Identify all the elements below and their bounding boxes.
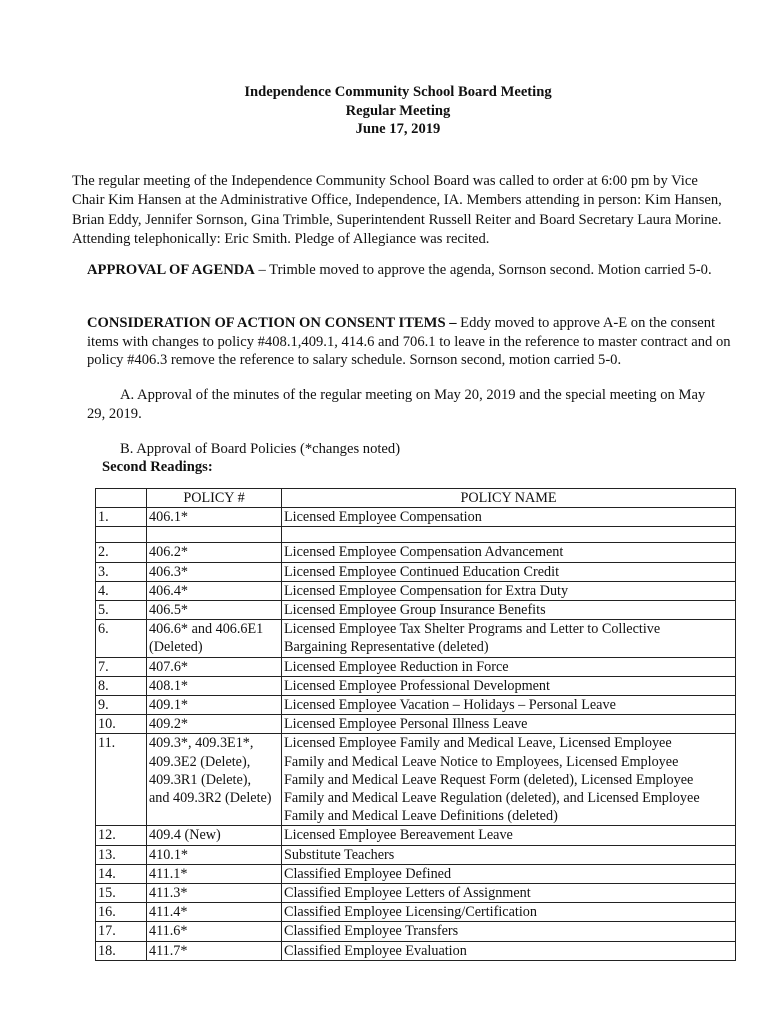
table-row [96, 903, 736, 922]
second-readings-heading: Second Readings: [102, 459, 213, 475]
table-row [96, 696, 736, 715]
policy-number-line: 411.3* [149, 885, 188, 902]
agenda-text: – Trimble moved to approve the agenda, Sornson second. Motion carried 5-0. [254, 262, 712, 278]
policy-name-line: Licensed Employee Reduction in Force [284, 658, 509, 675]
policy-number-cell [147, 903, 282, 922]
policy-number-cell [147, 715, 282, 734]
policy-number-line: 409.1* [149, 697, 189, 714]
agenda-heading: APPROVAL OF AGENDA [87, 262, 255, 278]
row-number-cell: 16. [96, 903, 147, 922]
policy-name-line: Licensed Employee Compensation Advancement [284, 544, 564, 561]
row-number-cell: 3. [96, 562, 147, 581]
policy-name-cell [282, 922, 736, 941]
policy-name-line: Licensed Employee Tax Shelter Programs and Letter to Collective [284, 621, 661, 638]
consent-text: Eddy moved to approve A-E on the consent items with changes to policy #408.1,409.1, 414.6 and 706.1 to leave in the reference to master contract and on policy #406.3 remove the reference to salary schedule. Sornson second, motion carried 5-0. [87, 315, 731, 369]
policy-name-line: Licensed Employee Personal Illness Leave [284, 716, 528, 733]
table-row [96, 543, 736, 562]
row-number-cell: 9. [96, 696, 147, 715]
policy-name-line: Licensed Employee Bereavement Leave [284, 827, 513, 844]
policy-table-body [96, 508, 736, 961]
policy-name-line: Licensed Employee Professional Development [284, 677, 550, 694]
policy-name-cell [282, 734, 736, 826]
intro-paragraph: The regular meeting of the Independence Community School Board was called to order at 6:00 pm by Vice Chair Kim Hansen at the Administrative Office, Independence, IA. Members attending in person: Kim Hansen, Brian Eddy, Jennifer Sornson, Gina Trimble, Superintendent Russell Reiter and Board Secretary Laura Morine. Attending telephonically: Eric Smith. Pledge of Allegiance was recited. [72, 173, 722, 248]
policy-number-cell [147, 922, 282, 941]
policy-number-cell [147, 581, 282, 600]
column-header-number [96, 489, 147, 508]
policy-name-line: Family and Medical Leave Regulation (deleted), and Licensed Employee [284, 790, 700, 807]
policy-name-line: Family and Medical Leave Request Form (deleted), Licensed Employee [284, 771, 694, 788]
policy-number-cell [147, 601, 282, 620]
policy-number-line: 411.6* [149, 923, 188, 940]
policy-number-line: 411.7* [149, 942, 188, 959]
consent-items-paragraph [87, 314, 735, 370]
policy-number-line: 411.4* [149, 904, 188, 921]
policy-number-cell [147, 734, 282, 826]
row-number-cell: 18. [96, 941, 147, 960]
table-row [96, 676, 736, 695]
policy-number-line: 411.1* [149, 865, 188, 882]
consent-item-b: B. Approval of Board Policies (*changes noted) [120, 441, 401, 457]
row-number-cell: 11. [96, 734, 147, 826]
policy-name-line: Classified Employee Defined [284, 865, 452, 882]
policy-number-line: 409.3E2 (Delete), [149, 753, 251, 770]
row-number-cell: 10. [96, 715, 147, 734]
table-row [96, 922, 736, 941]
policy-name-cell [282, 581, 736, 600]
policy-name-line: Classified Employee Letters of Assignment [284, 885, 531, 902]
policy-number-line: 406.4* [149, 582, 189, 599]
policy-name-line: Family and Medical Leave Notice to Employees, Licensed Employee [284, 753, 679, 770]
table-row [96, 601, 736, 620]
policy-number-line: 406.2* [149, 544, 189, 561]
policy-number-line: 409.3R1 (Delete), [149, 771, 252, 788]
policy-name-line: Licensed Employee Compensation [284, 509, 482, 526]
policy-number-cell [147, 562, 282, 581]
empty-cell [282, 527, 736, 543]
policy-name-line: Licensed Employee Vacation – Holidays – Personal Leave [284, 697, 616, 714]
policy-name-cell [282, 562, 736, 581]
policy-number-line: 408.1* [149, 677, 189, 694]
row-number-cell: 15. [96, 884, 147, 903]
policy-number-line: 407.6* [149, 658, 189, 675]
board-meeting-title: Independence Community School Board Meeting [244, 84, 552, 100]
policy-number-cell [147, 845, 282, 864]
policy-number-cell [147, 826, 282, 845]
policy-name-line: Classified Employee Evaluation [284, 942, 467, 959]
consent-heading: CONSIDERATION OF ACTION ON CONSENT ITEMS – [87, 315, 457, 331]
policy-name-cell [282, 543, 736, 562]
meeting-type: Regular Meeting [345, 102, 451, 119]
policy-name-line: Licensed Employee Group Insurance Benefits [284, 602, 546, 619]
policy-name-line: Classified Employee Licensing/Certification [284, 904, 537, 921]
policy-number-line: 409.4 (New) [149, 827, 221, 844]
empty-cell [147, 527, 282, 543]
table-row [96, 562, 736, 581]
policy-number-cell [147, 620, 282, 657]
row-number-cell: 8. [96, 676, 147, 695]
row-number-cell: 17. [96, 922, 147, 941]
row-number-cell: 4. [96, 581, 147, 600]
policy-number-cell [147, 941, 282, 960]
row-number-cell: 14. [96, 864, 147, 883]
meeting-date: June 17, 2019 [355, 121, 441, 138]
table-row [96, 845, 736, 864]
policy-number-line: 406.6* and 406.6E1 [149, 621, 264, 638]
row-number-cell: 7. [96, 657, 147, 676]
table-row [96, 826, 736, 845]
policy-number-cell [147, 884, 282, 903]
policy-number-line: (Deleted) [149, 639, 203, 656]
table-row [96, 620, 736, 657]
policy-number-line: 406.5* [149, 602, 189, 619]
policy-number-cell [147, 508, 282, 527]
policy-name-line: Licensed Employee Compensation for Extra Duty [284, 582, 569, 599]
row-number-cell: 5. [96, 601, 147, 620]
policy-name-cell [282, 826, 736, 845]
document-title-block [0, 83, 770, 139]
policy-name-cell [282, 676, 736, 695]
table-row [96, 941, 736, 960]
policy-number-line: 410.1* [149, 846, 189, 863]
table-row [96, 508, 736, 527]
policy-name-cell [282, 696, 736, 715]
table-row [96, 864, 736, 883]
policy-name-line: Licensed Employee Family and Medical Leave, Licensed Employee [284, 735, 672, 752]
policy-number-cell [147, 676, 282, 695]
row-number-cell: 12. [96, 826, 147, 845]
policy-number-cell [147, 696, 282, 715]
policy-name-line: Licensed Employee Continued Education Credit [284, 563, 560, 580]
policy-number-line: 409.2* [149, 716, 189, 733]
column-header-policy-number: POLICY # [147, 489, 282, 508]
empty-table-row [96, 527, 736, 543]
policy-number-line: 409.3*, 409.3E1*, [149, 735, 254, 752]
policy-name-cell [282, 601, 736, 620]
policy-number-cell [147, 543, 282, 562]
empty-cell [96, 527, 147, 543]
policy-name-line: Substitute Teachers [284, 846, 395, 863]
policy-number-line: 406.3* [149, 563, 189, 580]
policy-name-cell [282, 845, 736, 864]
table-row [96, 734, 736, 826]
row-number-cell: 1. [96, 508, 147, 527]
policy-name-cell [282, 864, 736, 883]
policy-number-cell [147, 657, 282, 676]
policy-name-line: Bargaining Representative (deleted) [284, 639, 489, 656]
table-row [96, 884, 736, 903]
consent-item-a: A. Approval of the minutes of the regular meeting on May 20, 2019 and the special meeting on May 29, 2019. [87, 387, 706, 422]
table-row [96, 657, 736, 676]
row-number-cell: 2. [96, 543, 147, 562]
table-row [96, 715, 736, 734]
policy-number-cell [147, 864, 282, 883]
policy-name-cell [282, 884, 736, 903]
policy-name-cell [282, 715, 736, 734]
policy-number-line: 406.1* [149, 509, 189, 526]
table-row [96, 581, 736, 600]
policy-name-cell [282, 508, 736, 527]
row-number-cell: 6. [96, 620, 147, 657]
policy-table [95, 488, 736, 961]
policy-name-line: Classified Employee Transfers [284, 923, 459, 940]
approval-of-agenda-paragraph [87, 261, 737, 280]
policy-name-line: Family and Medical Leave Definitions (deleted) [284, 808, 558, 825]
row-number-cell: 13. [96, 845, 147, 864]
policy-table-header [96, 489, 736, 508]
policy-name-cell [282, 620, 736, 657]
column-header-policy-name: POLICY NAME [282, 489, 736, 508]
policy-name-cell [282, 941, 736, 960]
policy-number-line: and 409.3R2 (Delete) [149, 790, 272, 807]
policy-name-cell [282, 657, 736, 676]
policy-name-cell [282, 903, 736, 922]
